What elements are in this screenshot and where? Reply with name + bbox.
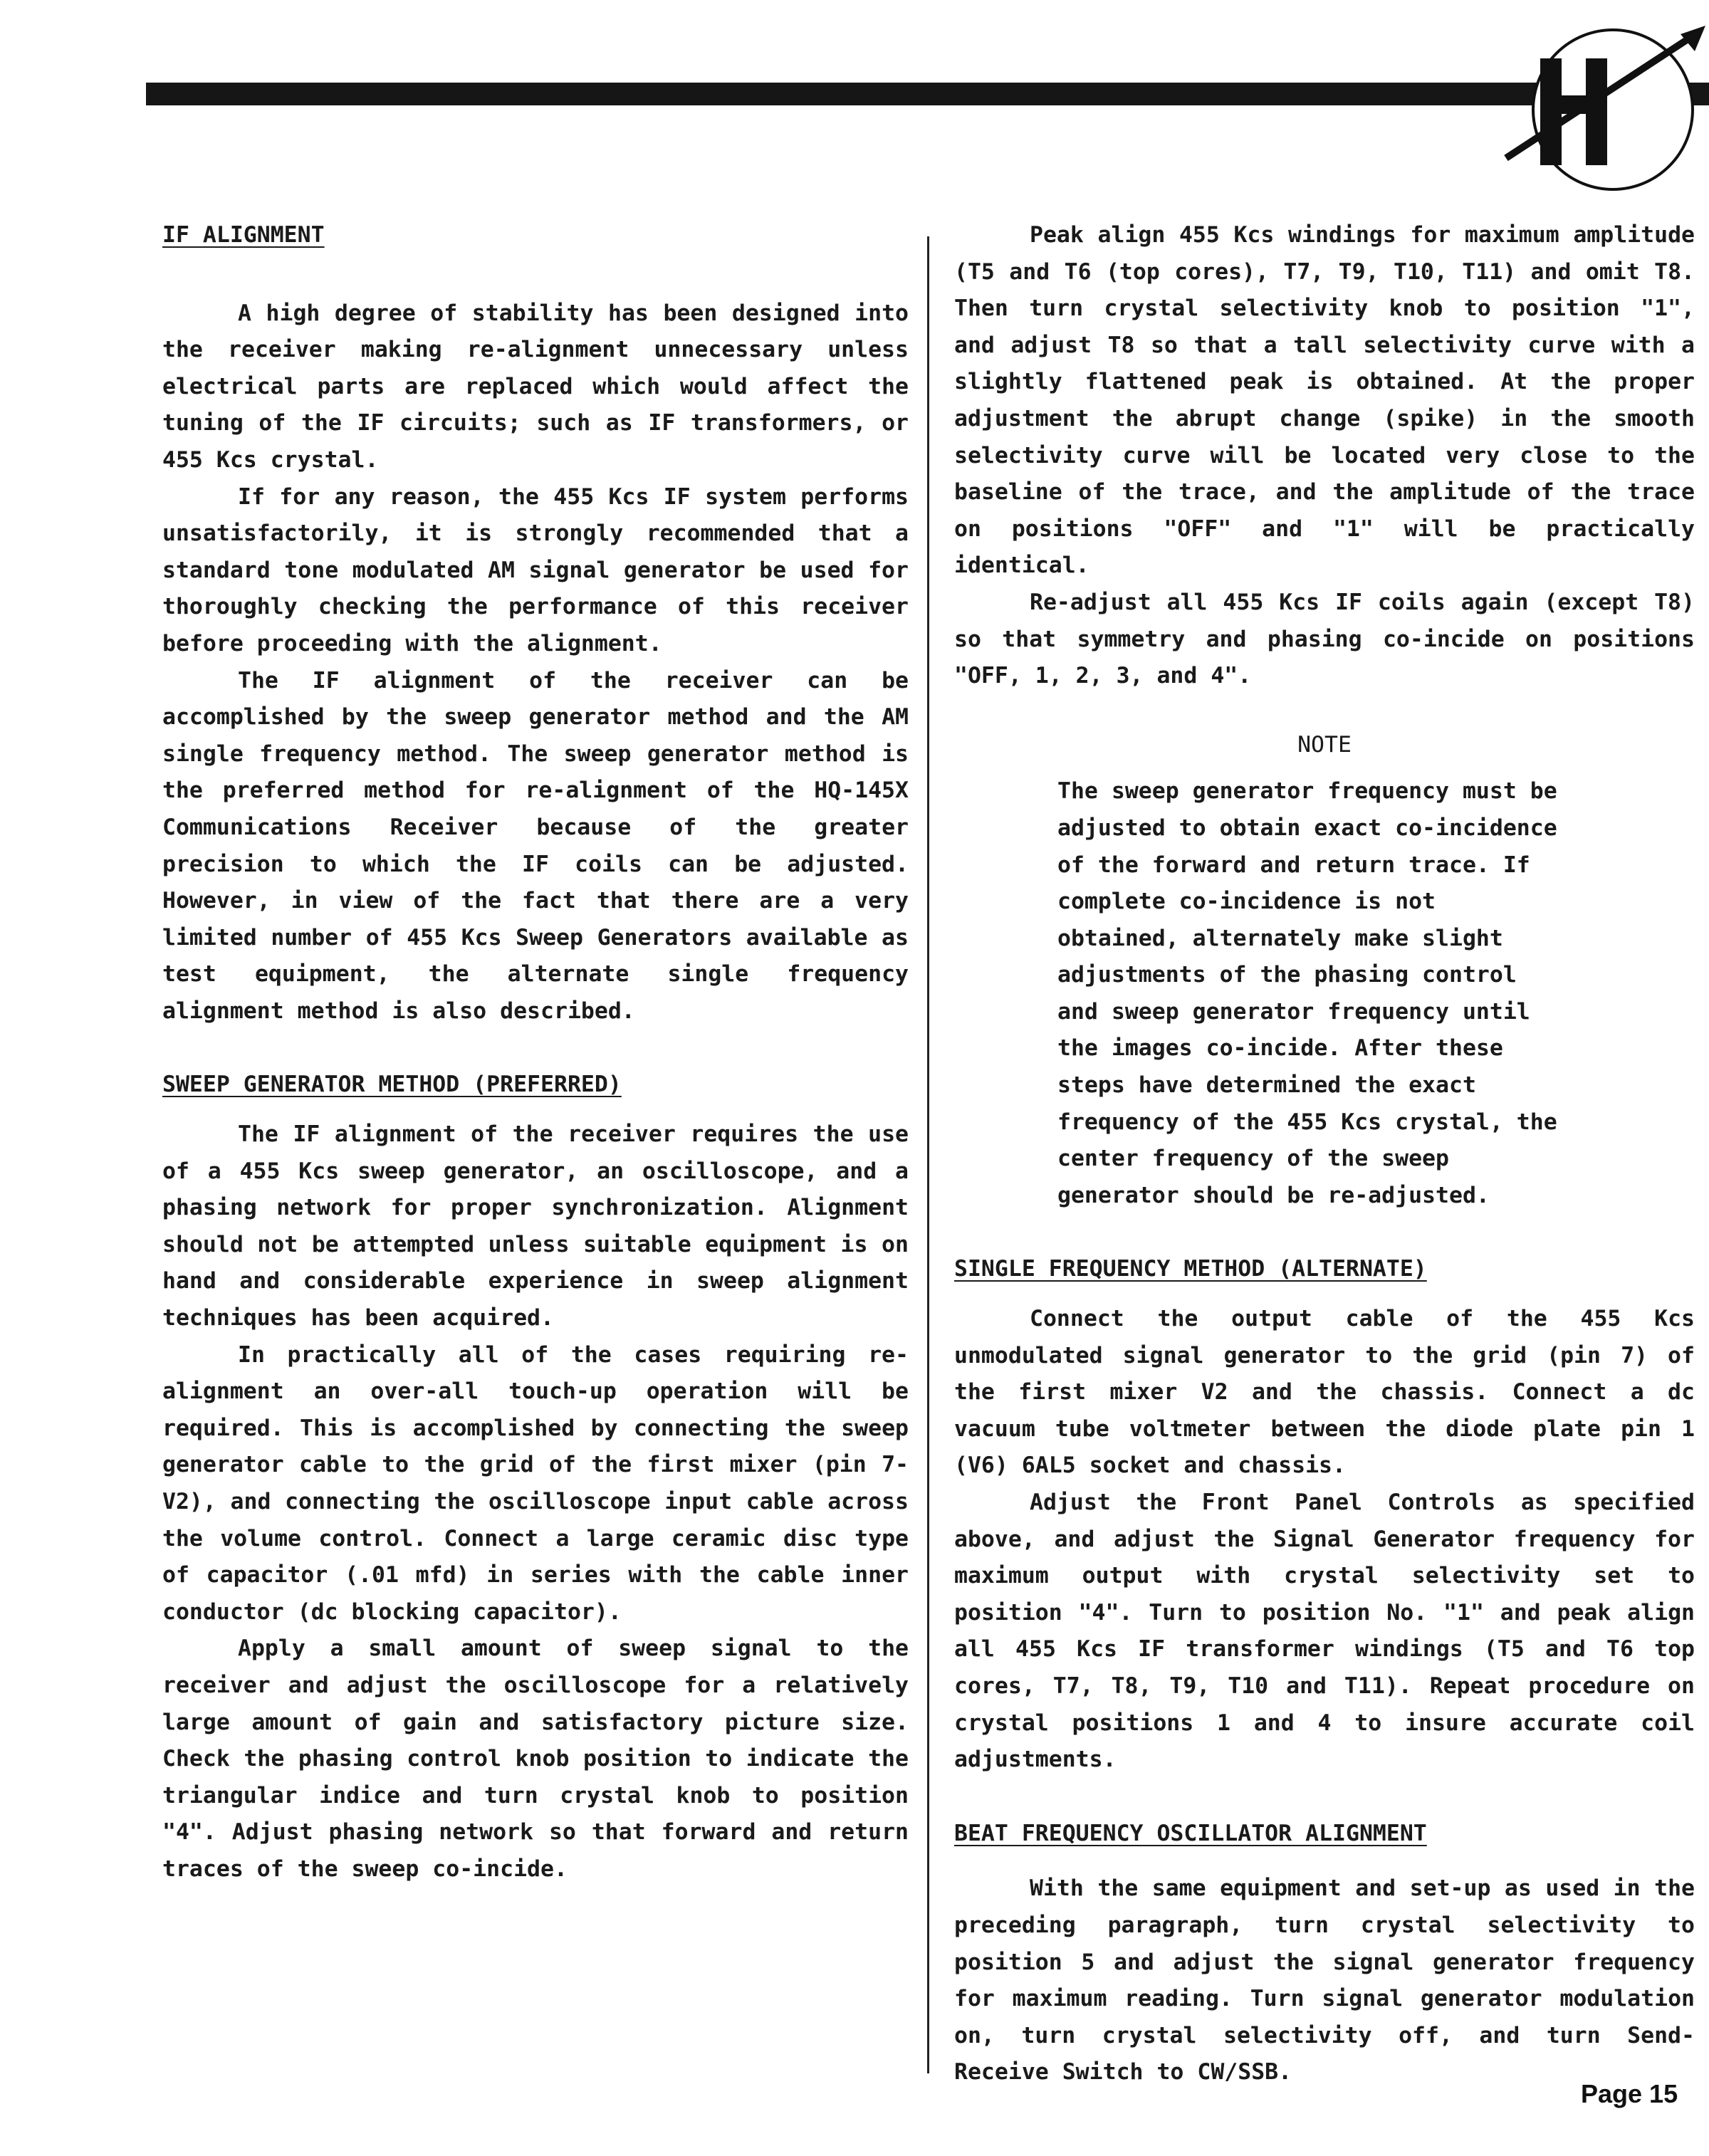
- hammarlund-logo-icon: [1478, 16, 1709, 194]
- paragraph: If for any reason, the 455 Kcs IF system performs unsatisfactorily, it is strongly recommended that a standard tone modulated AM signal generator be used for thoroughly checking the performance of this receiver before proceeding with the alignment.: [162, 483, 909, 656]
- paragraph: The IF alignment of the receiver requires the use of a 455 Kcs sweep generator, an oscilloscope, and a phasing network for proper synchronization. Alignment should not be attempted unless suitable equipment is on hand and considerable experience in sweep alignment techniques has been acquired.: [162, 1121, 909, 1331]
- paragraph: Apply a small amount of sweep signal to the receiver and adjust the oscilloscope for a relatively large amount of gain and satisfactory picture size. Check the phasing control knob position to indicate the triangular indice and turn crystal knob to position "4". Adjust phasing network so that forward and return traces of the sweep co-incide.: [162, 1636, 909, 1882]
- paragraph: Peak align 455 Kcs windings for maximum amplitude (T5 and T6 (top cores), T7, T9, T10, T11) and omit T8. Then turn crystal selectivity knob to position "1", and adjust T8 so that a tall selectivity curve with a slightly flattened peak is obtained. At the proper adjustment the abrupt change (spike) in the smooth selectivity curve will be located very close to the baseline of the trace, and the amplitude of the trace on positions "OFF" and "1" will be practically identical.: [954, 222, 1695, 579]
- bfo-heading: BEAT FREQUENCY OSCILLATOR ALIGNMENT: [954, 1820, 1427, 1846]
- left-column: [162, 217, 909, 1888]
- paragraph: Connect the output cable of the 455 Kcs unmodulated signal generator to the grid (pin 7) of the first mixer V2 and the chassis. Connect a dc vacuum tube voltmeter between the diode plate pin 1 (V6) 6AL5 socket and chassis.: [954, 1306, 1695, 1479]
- if-alignment-heading: IF ALIGNMENT: [162, 222, 325, 248]
- single-frequency-heading: SINGLE FREQUENCY METHOD (ALTERNATE): [954, 1256, 1427, 1282]
- right-column: [954, 217, 1695, 2091]
- page-number: Page 15: [1581, 2079, 1678, 2108]
- column-divider: [927, 236, 929, 2073]
- paragraph: The IF alignment of the receiver can be accomplished by the sweep generator method and the AM single frequency method. The sweep generator method is the preferred method for re-alignment of the HQ-145X Communications Receiver because of the greater precision to which the IF coils can be adjusted. However, in view of the fact that there are a very limited number of 455 Kcs Sweep Generators available as test equipment, the alternate single frequency alignment method is also described.: [162, 667, 909, 1024]
- paragraph: With the same equipment and set-up as used in the preceding paragraph, turn crystal selectivity to position 5 and adjust the signal generator frequency for maximum reading. Turn signal generator modulation on, turn crystal selectivity off, and turn Send-Receive Switch to CW/SSB.: [954, 1875, 1695, 2086]
- paragraph: In practically all of the cases requiring re-alignment an over-all touch-up operation will be required. This is accomplished by connecting the sweep generator cable to the grid of the first mixer (pin 7-V2), and connecting the oscilloscope input cable across the volume control. Connect a large ceramic disc type of capacitor (.01 mfd) in series with the cable inner conductor (dc blocking capacitor).: [162, 1341, 909, 1625]
- paragraph: Adjust the Front Panel Controls as specified above, and adjust the Signal Generator frequency for maximum output with crystal selectivity set to position "4". Turn to position No. "1" and peak align all 455 Kcs IF transformer windings (T5 and T6 top cores, T7, T8, T9, T10 and T11). Repeat procedure on crystal positions 1 and 4 to insure accurate coil adjustments.: [954, 1490, 1695, 1773]
- header-bar: [146, 83, 1709, 105]
- note-title: NOTE: [1297, 731, 1352, 758]
- sweep-method-heading: SWEEP GENERATOR METHOD (PREFERRED): [162, 1072, 622, 1098]
- note-body: The sweep generator frequency must be adjusted to obtain exact co-incidence of the forward and return trace. If complete co-incidence is not obtained, alternately make slight adjustments of the phasing control and sweep generator frequency until the images co-incide. After these steps have determined the exact frequency of the 455 Kcs crystal, the center frequency of the sweep generator should be re-adjusted.: [1057, 778, 1557, 1208]
- paragraph: Re-adjust all 455 Kcs IF coils again (except T8) so that symmetry and phasing co-incide on positions "OFF, 1, 2, 3, and 4".: [954, 589, 1695, 689]
- paragraph: A high degree of stability has been designed into the receiver making re-alignment unnecessary unless electrical parts are replaced which would affect the tuning of the IF circuits; such as IF transformers, or 455 Kcs crystal.: [162, 300, 909, 473]
